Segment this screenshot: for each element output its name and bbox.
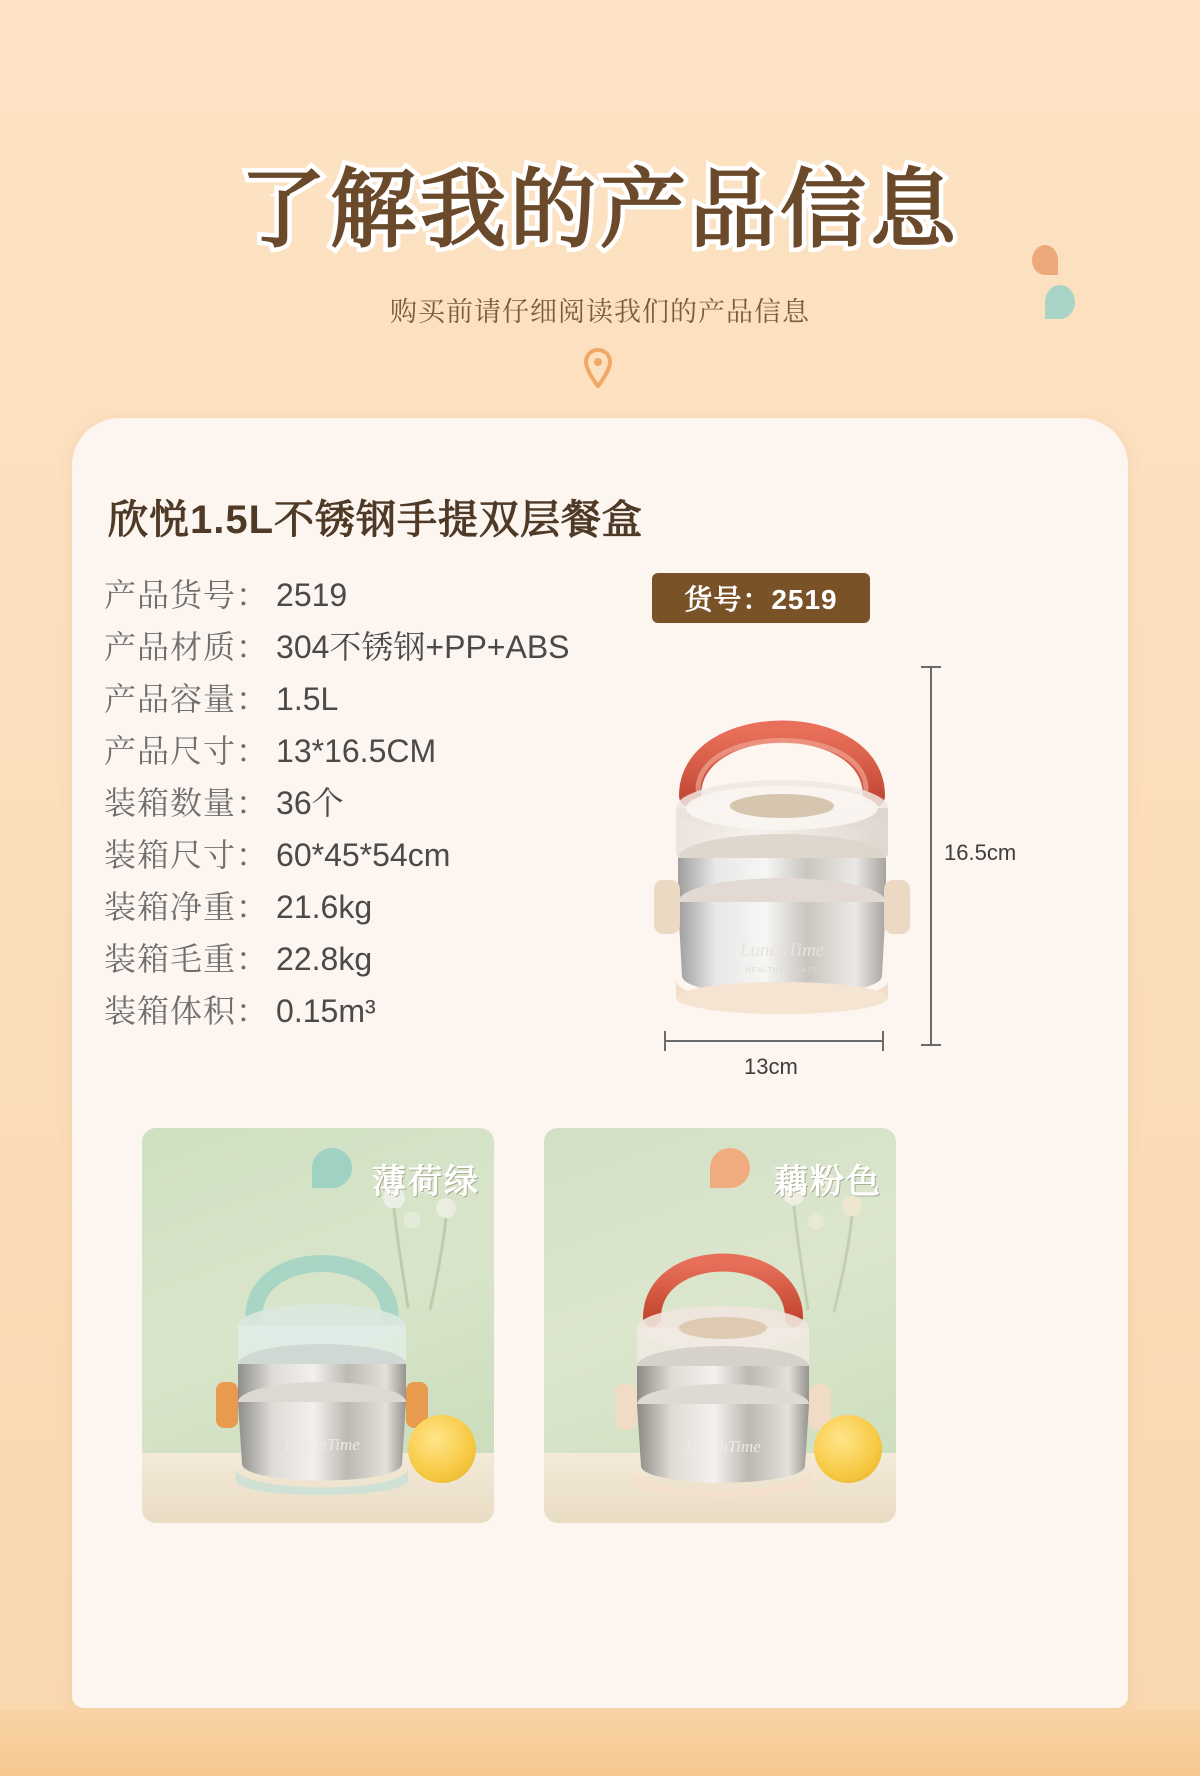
spec-colon: ：: [236, 837, 269, 873]
spec-row: [104, 622, 664, 674]
width-dimension-label: 13cm: [744, 1054, 798, 1079]
spec-colon: ：: [236, 629, 269, 665]
svg-text:LunchTime: LunchTime: [284, 1435, 360, 1454]
product-title: 欣悦1.5L不锈钢手提双层餐盒: [108, 498, 644, 542]
spec-value: 2519: [276, 577, 348, 613]
height-dimension-line: [930, 666, 932, 1046]
product-card: [72, 418, 1128, 1708]
lunch-box-illustration: [632, 658, 932, 1058]
color-variant-label-green: 薄荷绿: [372, 1163, 480, 1201]
spec-value: 13*16.5CM: [276, 733, 437, 769]
spec-label: 装箱毛重: [104, 941, 237, 977]
page-subtitle: 购买前请仔细阅读我们的产品信息: [390, 297, 810, 327]
spec-label: 产品容量: [104, 681, 237, 717]
spec-label: 产品尺寸: [104, 733, 237, 769]
spec-label: 装箱数量: [104, 785, 237, 821]
color-chip-green-icon: [312, 1148, 352, 1188]
spec-colon: ：: [236, 733, 269, 769]
spec-row: [104, 778, 664, 830]
spec-value: 22.8kg: [276, 941, 373, 977]
spec-colon: ：: [236, 993, 269, 1029]
hero-brand-text: LunchTime: [739, 940, 825, 961]
page-header: [0, 0, 1200, 430]
color-variant-label-pink: 藕粉色: [774, 1163, 882, 1201]
spec-colon: ：: [236, 681, 269, 717]
svg-text:LunchTime: LunchTime: [685, 1437, 761, 1456]
spec-colon: ：: [236, 889, 269, 925]
decorative-dot-mint: [1045, 285, 1075, 319]
spec-label: 装箱尺寸: [104, 837, 237, 873]
spec-list: [104, 570, 664, 1038]
color-chip-pink-icon: [710, 1148, 750, 1188]
spec-row: [104, 934, 664, 986]
spec-value: 0.15m³: [276, 993, 376, 1029]
spec-label: 装箱体积: [104, 993, 237, 1029]
sku-badge: 货号：2519: [652, 573, 870, 623]
spec-colon: ：: [236, 785, 269, 821]
spec-value: 60*45*54cm: [276, 837, 451, 873]
spec-value: 36个: [276, 785, 344, 821]
spec-label: 装箱净重: [104, 889, 237, 925]
color-variant-photo-pink[interactable]: [544, 1128, 896, 1523]
spec-row: [104, 986, 664, 1038]
product-hero-image: [632, 658, 962, 1058]
color-variant-photo-green[interactable]: [142, 1128, 494, 1523]
lemon-prop: [408, 1415, 476, 1483]
decorative-dot-orange: [1032, 245, 1058, 275]
location-pin-icon: [582, 348, 614, 388]
width-dimension-line: [664, 1040, 884, 1042]
svg-text:HEALTHY & SAFE: HEALTHY & SAFE: [745, 967, 819, 974]
footer-bar: [0, 1710, 1200, 1776]
spec-value: 304不锈钢+PP+ABS: [276, 629, 570, 665]
lemon-prop: [814, 1415, 882, 1483]
spec-row: [104, 882, 664, 934]
spec-label: 产品货号: [104, 577, 237, 613]
spec-colon: ：: [236, 941, 269, 977]
spec-value: 1.5L: [276, 681, 339, 717]
spec-row: [104, 830, 664, 882]
height-dimension-label: 16.5cm: [944, 840, 1017, 865]
color-variant-gallery: [142, 1128, 1062, 1528]
page-title: 了解我的产品信息: [240, 162, 960, 258]
spec-colon: ：: [236, 577, 269, 613]
spec-row: [104, 674, 664, 726]
spec-row: [104, 726, 664, 778]
spec-value: 21.6kg: [276, 889, 373, 925]
spec-label: 产品材质: [104, 629, 237, 665]
spec-row: [104, 570, 664, 622]
